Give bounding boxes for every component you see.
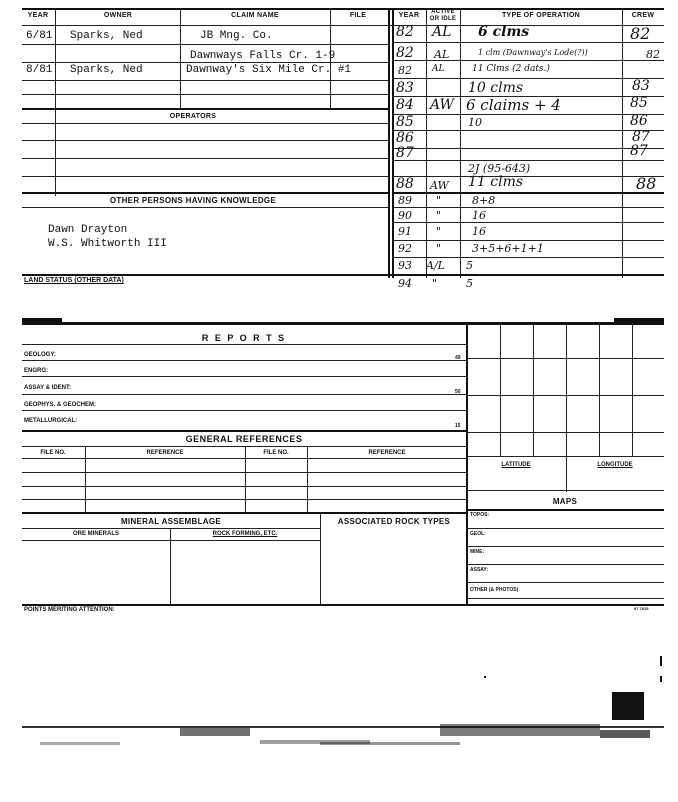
claim-name: Dawnway's Six Mile Cr. #1 bbox=[186, 64, 352, 76]
land-status-label: LAND STATUS (OTHER DATA) bbox=[24, 277, 124, 284]
mineral-title: MINERAL ASSEMBLAGE bbox=[120, 517, 222, 526]
activity-status: " bbox=[436, 225, 442, 238]
activity-type: 11 Clms (2 dats.) bbox=[472, 64, 550, 74]
activity-status: AL bbox=[432, 64, 445, 74]
general-refs-title: GENERAL REFERENCES bbox=[185, 434, 303, 444]
activity-type: 16 bbox=[472, 225, 486, 238]
activity-type: 5 bbox=[466, 277, 473, 290]
activity-year: 94 bbox=[398, 277, 412, 290]
owner-year: 8/81 bbox=[26, 64, 53, 76]
report-label: METALLURGICAL: bbox=[24, 418, 78, 424]
knowledge-person: W.S. Whitworth III bbox=[48, 238, 167, 250]
map-row-label: TOPOS: bbox=[470, 512, 490, 518]
activity-type: 8+8 bbox=[472, 194, 496, 207]
activity-crew: 86 bbox=[630, 113, 648, 129]
points-meriting-attention: POINTS MERITING ATTENTION: bbox=[24, 607, 115, 613]
activity-crew: 87 bbox=[632, 129, 650, 145]
activity-year: 89 bbox=[398, 194, 412, 207]
report-label: GEOPHYS. & GEOCHEM: bbox=[24, 402, 97, 408]
knowledge-label: OTHER PERSONS HAVING KNOWLEDGE bbox=[109, 196, 277, 205]
activity-year: 88 bbox=[396, 176, 414, 192]
activity-crew: 82 bbox=[630, 24, 651, 43]
activity-type: 3+5+6+1+1 bbox=[472, 242, 544, 255]
report-label: ENGRG: bbox=[24, 368, 48, 374]
header-crew: CREW bbox=[631, 12, 655, 19]
activity-type: 6 claims + 4 bbox=[466, 96, 561, 114]
map-row-label: GEOL: bbox=[470, 531, 486, 537]
activity-status: AW bbox=[430, 97, 454, 113]
map-row-label: MINE: bbox=[470, 549, 485, 555]
report-num: 15 bbox=[455, 423, 461, 429]
rock-forming-label: ROCK FORMING, ETC. bbox=[212, 531, 278, 537]
activity-year: 92 bbox=[398, 242, 412, 255]
activity-year: 84 bbox=[396, 97, 414, 113]
header-owner: OWNER bbox=[103, 12, 133, 19]
header-file: FILE bbox=[349, 12, 367, 19]
owner-name: Sparks, Ned bbox=[70, 30, 143, 42]
ref-col-file-no: FILE NO. bbox=[40, 450, 66, 456]
latitude-label: LATITUDE bbox=[501, 462, 531, 468]
activity-crew: 85 bbox=[630, 95, 648, 111]
activity-type: 16 bbox=[472, 209, 486, 222]
activity-year: 86 bbox=[396, 130, 414, 146]
activity-year: 82 bbox=[396, 45, 414, 61]
assoc-rock-types: ASSOCIATED ROCK TYPES bbox=[337, 517, 451, 526]
activity-year: 82 bbox=[398, 64, 412, 77]
report-label: ASSAY & IDENT: bbox=[24, 385, 72, 391]
ref-col-reference: REFERENCE bbox=[146, 450, 184, 456]
activity-status: " bbox=[436, 209, 442, 222]
activity-year: 90 bbox=[398, 209, 412, 222]
activity-year: 83 bbox=[396, 80, 414, 96]
activity-crew: 87 bbox=[630, 143, 648, 159]
operators-label: OPERATORS bbox=[169, 113, 217, 120]
ref-col-reference: REFERENCE bbox=[368, 450, 406, 456]
activity-status: " bbox=[436, 194, 442, 207]
owner-name: Sparks, Ned bbox=[70, 64, 143, 76]
activity-year: 82 bbox=[396, 24, 414, 40]
activity-status: " bbox=[432, 277, 438, 290]
activity-type: 6 clms bbox=[478, 24, 530, 40]
header-active-idle: ACTIVE OR IDLE bbox=[429, 9, 457, 22]
longitude-label: LONGITUDE bbox=[597, 462, 633, 468]
activity-year: 93 bbox=[398, 259, 412, 272]
maps-title: MAPS bbox=[552, 497, 578, 506]
reports-title: R E P O R T S bbox=[201, 333, 287, 343]
activity-type: 11 clms bbox=[468, 174, 524, 190]
activity-type: 2J (95-643) bbox=[468, 162, 531, 175]
report-label: GEOLOGY: bbox=[24, 352, 56, 358]
knowledge-person: Dawn Drayton bbox=[48, 224, 128, 236]
form-number: 97 7815 bbox=[634, 606, 649, 611]
activity-status: AL bbox=[432, 24, 452, 40]
header-claim-name: CLAIM NAME bbox=[231, 12, 279, 19]
activity-status: A/L bbox=[426, 259, 445, 272]
activity-year: 87 bbox=[396, 145, 414, 161]
activity-type: 1 clm (Dawnway's Lode(?)) bbox=[478, 48, 588, 57]
report-num: 50 bbox=[455, 389, 461, 395]
activity-crew: 82 bbox=[646, 48, 660, 61]
activity-status: " bbox=[436, 242, 442, 255]
report-num: 49 bbox=[455, 355, 461, 361]
map-row-label: ASSAY: bbox=[470, 567, 489, 573]
activity-status: AW bbox=[430, 179, 449, 192]
activity-crew: 88 bbox=[636, 174, 657, 193]
activity-type: 5 bbox=[466, 259, 473, 272]
header-year-2: YEAR bbox=[398, 12, 420, 19]
owner-year: 6/81 bbox=[26, 30, 53, 42]
activity-type: 10 clms bbox=[468, 80, 524, 96]
activity-type: 10 bbox=[468, 116, 482, 129]
claim-name: Dawnways Falls Cr. 1-9 bbox=[190, 50, 336, 62]
ref-col-file-no: FILE NO. bbox=[263, 450, 289, 456]
activity-year: 91 bbox=[398, 225, 412, 238]
map-row-label: OTHER (& PHOTOS) bbox=[470, 587, 519, 593]
activity-status: AL bbox=[434, 48, 450, 61]
header-year: YEAR bbox=[27, 12, 49, 19]
header-type-operation: TYPE OF OPERATION bbox=[501, 12, 581, 19]
activity-year: 85 bbox=[396, 114, 414, 130]
claim-name: JB Mng. Co. bbox=[200, 30, 273, 42]
ore-minerals-label: ORE MINERALS bbox=[72, 531, 119, 537]
activity-crew: 83 bbox=[632, 78, 650, 94]
